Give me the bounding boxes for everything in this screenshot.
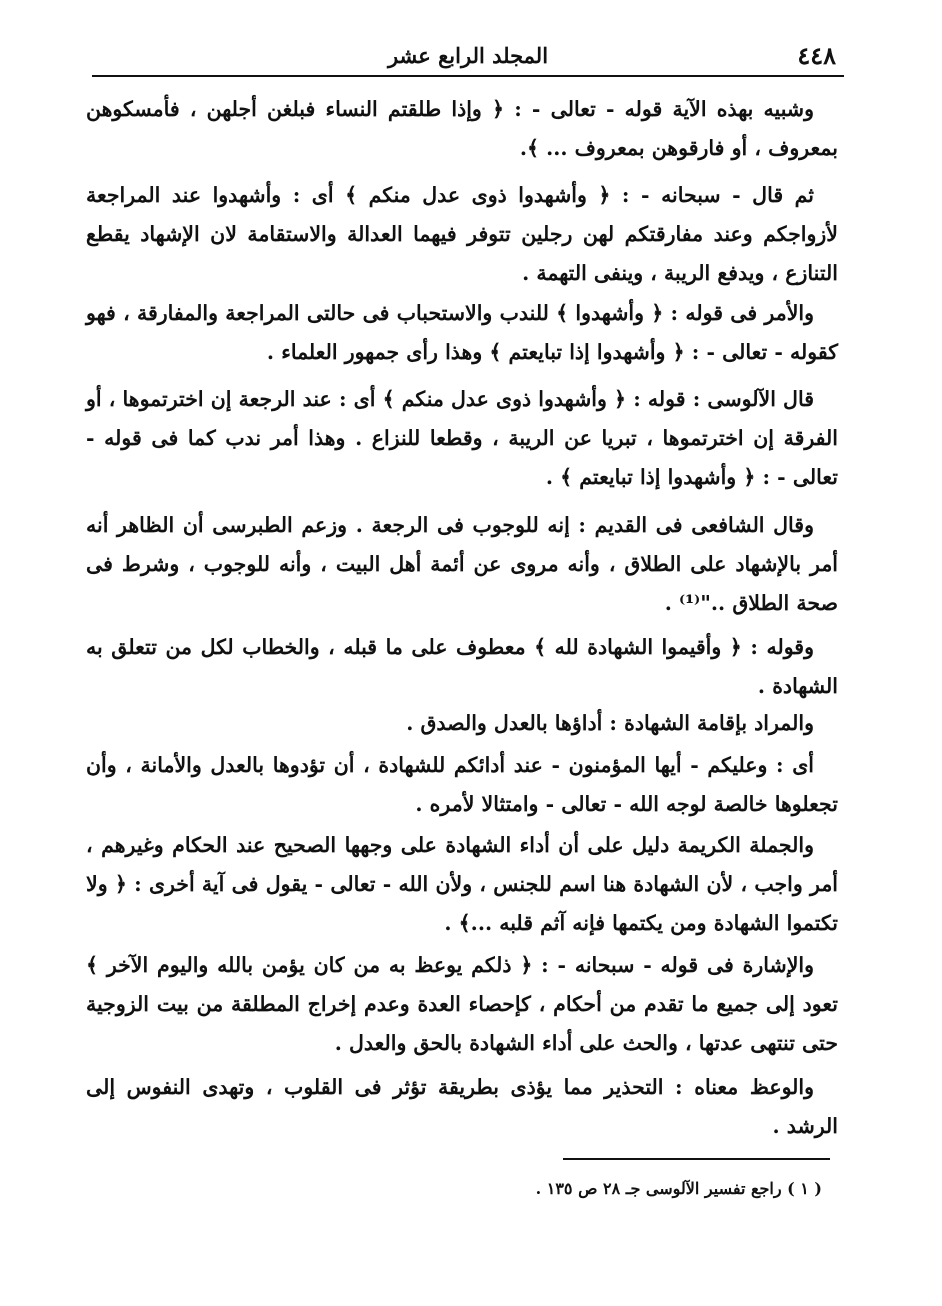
paragraph: وشبيه بهذه الآية قوله - تعالى - : ﴿ وإذا طلقتم النساء فبلغن أجلهن ، فأمسكوهن بمعروف ، أو فارقوهن بمعروف ... ﴾.	[86, 97, 838, 160]
footnote-divider	[563, 1158, 830, 1160]
header-divider	[92, 75, 844, 77]
paragraph: وقوله : ﴿ وأقيموا الشهادة لله ﴾ معطوف على ما قبله ، والخطاب لكل من تتعلق به الشهادة .	[86, 635, 838, 698]
paragraph: وقال الشافعى فى القديم : إنه للوجوب فى الرجعة . وزعم الطبرسى أن الظاهر أنه أمر بالإشهاد على الطلاق ، وأنه مروى عن أئمة أهل البيت ، وأنه للوجوب ، وشرط فى صحة الطلاق .."⁽¹⁾ .	[86, 513, 838, 615]
paragraph: والمراد بإقامة الشهادة : أداؤها بالعدل والصدق .	[406, 711, 814, 735]
paragraph: والإشارة فى قوله - سبحانه - : ﴿ ذلكم يوعظ به من كان يؤمن بالله واليوم الآخر ﴾ تعود إلى جميع ما تقدم من أحكام ، كإحصاء العدة وعدم إخراج المطلقة من بيت الزوجية حتى تنتهى عدتها ، والحث على أداء الشهادة بالحق والعدل .	[86, 953, 838, 1055]
paragraph: ثم قال - سبحانه - : ﴿ وأشهدوا ذوى عدل منكم ﴾ أى : وأشهدوا عند المراجعة لأزواجكم وعند مفارقتكم لهن رجلين تتوفر فيهما العدالة والاستقامة لان الإشهاد يقطع التنازع ، ويدفع الريبة ، وينفى التهمة .	[86, 183, 838, 285]
paragraph: والأمر فى قوله : ﴿ وأشهدوا ﴾ للندب والاستحباب فى حالتى المراجعة والمفارقة ، فهو كقوله - تعالى - : ﴿ وأشهدوا إذا تبايعتم ﴾ وهذا رأى جمهور العلماء .	[86, 301, 838, 364]
body-text	[86, 90, 838, 1138]
paragraph: قال الآلوسى : قوله : ﴿ وأشهدوا ذوى عدل منكم ﴾ أى : عند الرجعة إن اخترتموها ، أو الفرقة إن اخترتموها ، تبريا عن الريبة ، وقطعا للنزاع . وهذا أمر ندب كما فى قوله - تعالى - : ﴿ وأشهدوا إذا تبايعتم ﴾ .	[86, 387, 838, 489]
volume-title: المجلد الرابع عشر	[387, 43, 549, 68]
page-number: ٤٤٨	[797, 41, 836, 70]
footnote: ( ١ ) راجع تفسير الآلوسى جـ ٢٨ ص ١٣٥ .	[535, 1179, 822, 1198]
paragraph: أى : وعليكم - أيها المؤمنون - عند أدائكم للشهادة ، أن تؤدوها بالعدل والأمانة ، وأن تجعلوها خالصة لوجه الله - تعالى - وامتثالا لأمره .	[86, 753, 838, 816]
paragraph: والجملة الكريمة دليل على أن أداء الشهادة على وجهها الصحيح عند الحكام وغيرهم ، أمر واجب ، لأن الشهادة هنا اسم للجنس ، ولأن الله - تعالى - يقول فى آية أخرى : ﴿ ولا تكتموا الشهادة ومن يكتمها فإنه آثم قلبه ...﴾ .	[86, 833, 838, 935]
page-header	[92, 40, 844, 76]
paragraph: والوعظ معناه : التحذير مما يؤذى بطريقة تؤثر فى القلوب ، وتهدى النفوس إلى الرشد .	[86, 1075, 838, 1138]
